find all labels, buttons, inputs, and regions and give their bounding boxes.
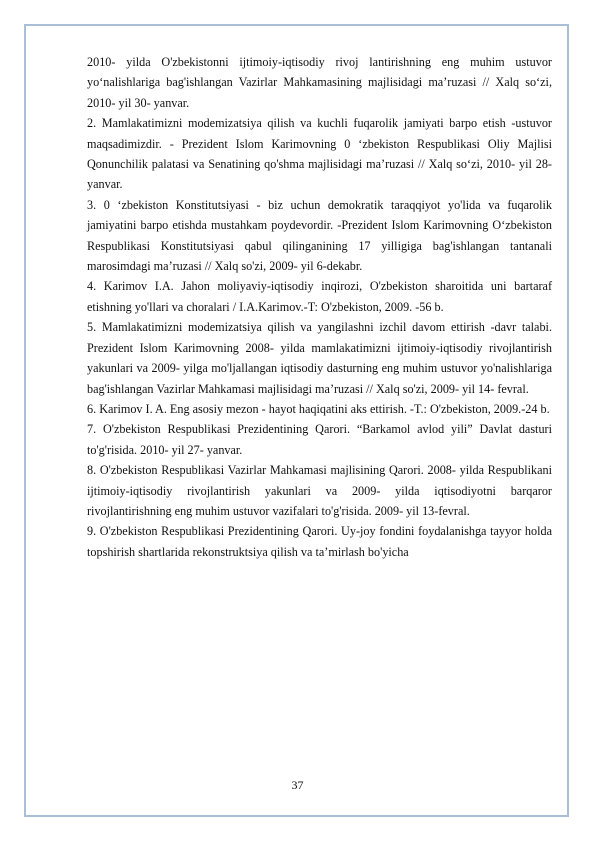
page-number: 37 [291, 778, 304, 792]
reference-item-4: 4. Karimov I.A. Jahon moliyaviy-iqtisodiy inqirozi, O'zbekiston sharoitida uni bartaraf etishning yo'llari va choralari / I.A.Karimov.-T: O'zbekiston, 2009. -56 b. [87, 279, 552, 314]
reference-item-2: 2. Mamlakatimizni modemizatsiya qilish va kuchli fuqarolik jamiyati barpo etish -ustuvor maqsadimizdir. - Prezident Islom Karimovning 0 ‘zbekiston Respublikasi Oliy Majlisi Qonunchilik palatasi va Senatining qo'shma majlisidagi ma’ruzasi // Xalq so‘zi, 2010- yil 28-yanvar. [87, 116, 552, 192]
paragraph-continuation: 2010- yilda O'zbekistonni ijtimoiy-iqtisodiy rivoj lantirishning eng muhim ustuvor yo‘nalishlariga bag'ishlangan Vazirlar Mahkamasining majlisidagi ma’ruzasi // Xalq so‘zi, 2010- yil 30- yanvar. [87, 55, 552, 110]
reference-item-7: 7. O'zbekiston Respublikasi Prezidentining Qarori. “Barkamol avlod yili” Davlat dasturi to'g'risida. 2010- yil 27- yanvar. [87, 422, 552, 457]
reference-item-5: 5. Mamlakatimizni modemizatsiya qilish va yangilashni izchil davom ettirish -davr talabi. Prezident Islom Karimovning 2008- yilda mamlakatimizni ijtimoiy-iqtisodiy rivojlantirish yakunlari va 2009- yilga mo'ljallangan iqtisodiy dasturning eng muhim ustuvor yo'nalishlariga bag'ishlangan Vazirlar Mahkamasi majlisidagi ma’ruzasi // Xalq so'zi, 2009- yil 14- fevral. [87, 320, 552, 396]
reference-item-3: 3. 0 ‘zbekiston Konstitutsiyasi - biz uchun demokratik taraqqiyot yo'lida va fuqarolik jamiyatini barpo etishda mustahkam poydevordir. -Prezident Islom Karimovning O‘zbekiston Respublikasi Konstitutsiyasi qabul qilinganining 17 yilligiga bag'ishlangan tantanali marosimdagi ma’ruzasi // Xalq so'zi, 2009- yil 6-dekabr. [87, 197, 552, 274]
reference-item-9: 9. O'zbekiston Respublikasi Prezidentining Qarori. Uy-joy fondini foydalanishga tayyor holda topshirish shartlarida rekonstruktsiya qilish va ta’mirlash bo'yicha [87, 524, 552, 559]
document-body [87, 52, 552, 562]
reference-item-8: 8. O'zbekiston Respublikasi Vazirlar Mahkamasi majlisining Qarori. 2008- yilda Respublikani ijtimoiy-iqtisodiy rivojlantirish yakunlari va 2009- yilda iqtisodiyotni barqaror rivojlantirishning eng muhim ustuvor vazifalari to'g'risida. 2009- yil 13-fevral. [87, 463, 552, 518]
reference-item-6: 6. Karimov I. A. Eng asosiy mezon - hayot haqiqatini aks ettirish. -T.: O'zbekiston, 2009.-24 b. [87, 401, 550, 416]
